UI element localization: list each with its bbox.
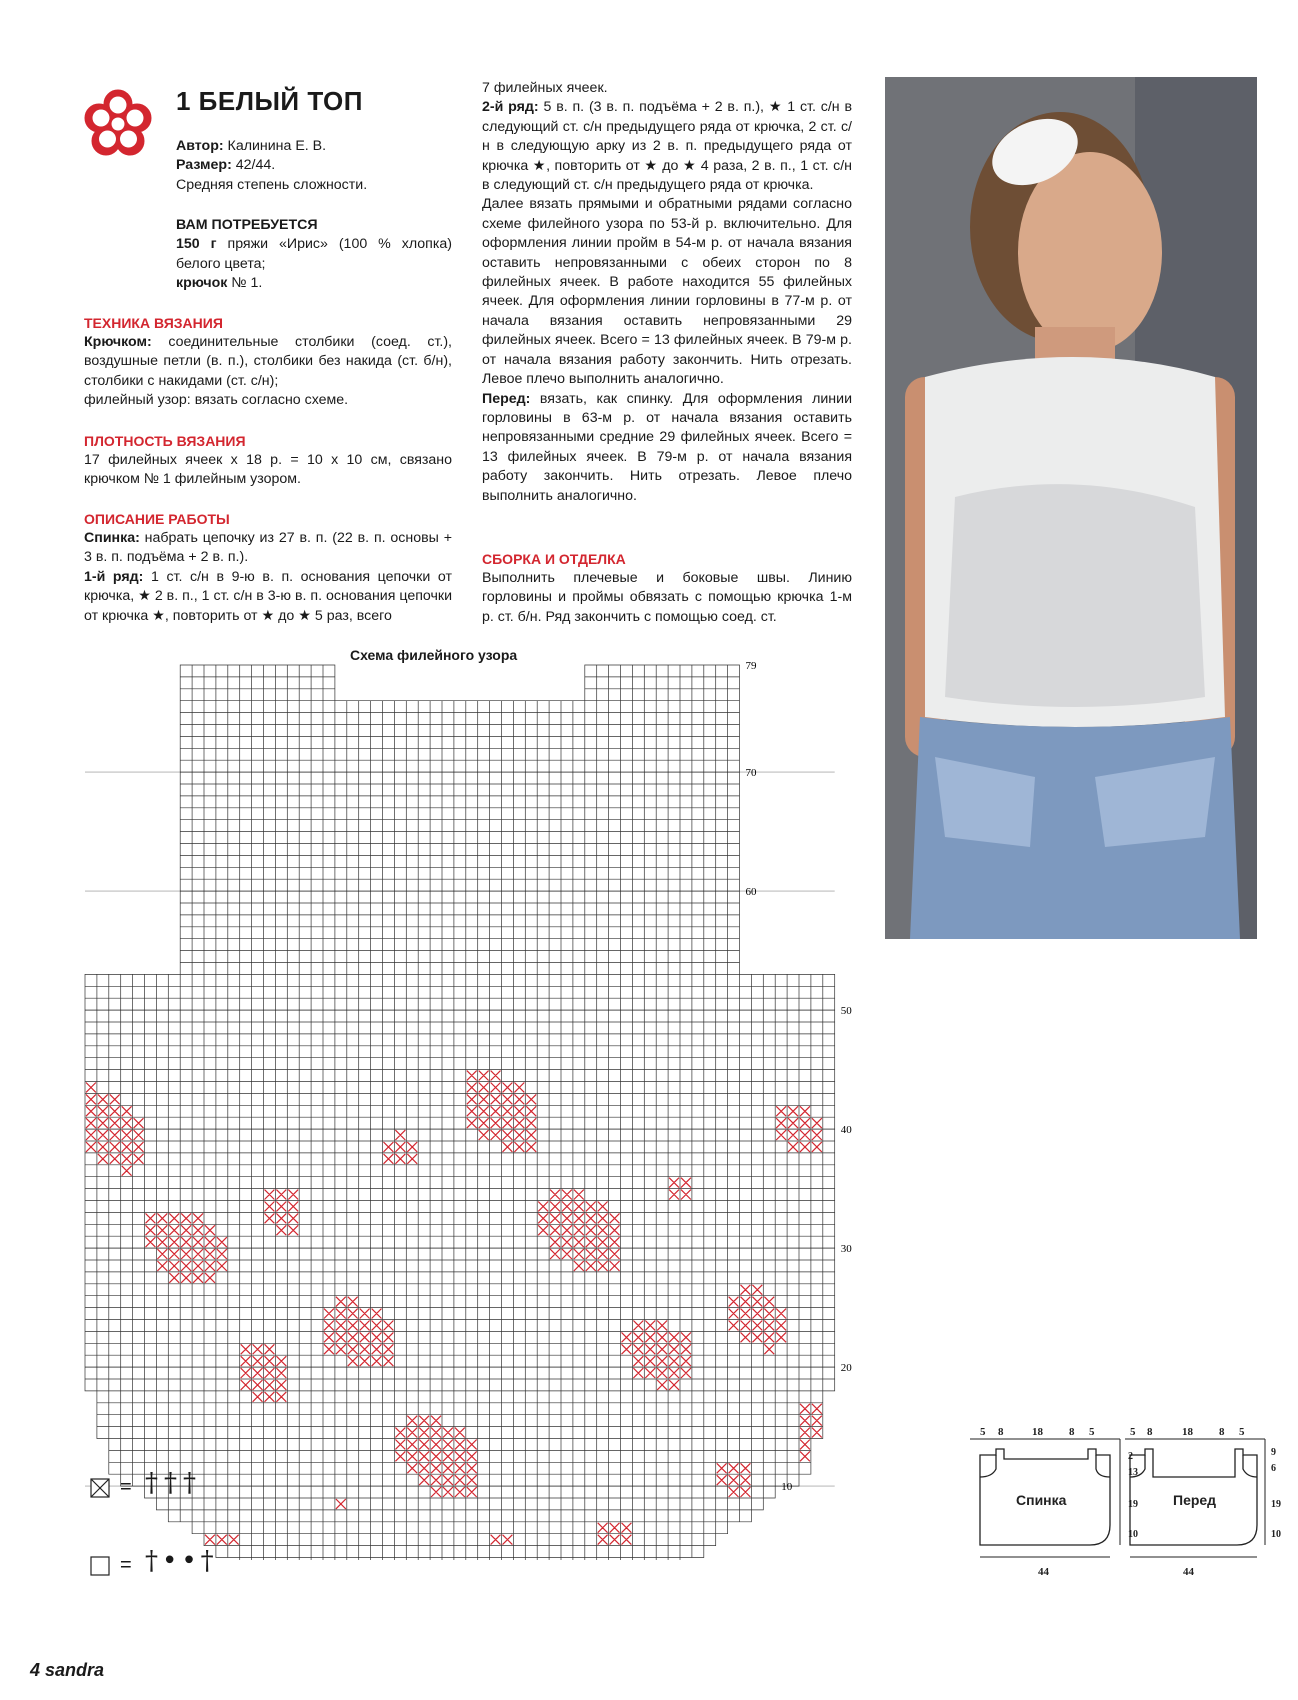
schematic-front-side-4: 10 [1271,1529,1281,1540]
page-footer: 4 sandra [30,1660,105,1680]
assembly-block: СБОРКА И ОТДЕЛКА Выполнить плечевые и боковые швы. Линию горловины и проймы обвязать с помощью крючка 1-м р. ст. б/н. Ряд закончить с помощью соед. ст. [482,551,852,625]
schematic-front-side-2: 6 [1271,1463,1276,1474]
flower-logo-icon [82,88,154,160]
schematic-front-bottom: 44 [1183,1566,1194,1578]
chart-row-label: 70 [745,767,757,780]
legend-equals-2: = [120,1554,132,1576]
schematic-back-top-4: 8 [1069,1426,1075,1438]
schematic-front [1125,1425,1285,1585]
schematic-back-side-2: 13 [1128,1467,1138,1478]
schematic-back-side-4: 10 [1128,1529,1138,1540]
chart-row-label: 79 [745,660,757,672]
chart-row-label: 60 [745,886,757,899]
schematic-back-top-1: 5 [980,1426,986,1438]
schematic-front-side-3: 19 [1271,1499,1281,1510]
schematic-back-side-3: 19 [1128,1499,1138,1510]
empty-cell-legend-icon [90,1556,110,1576]
chart-cells [85,665,835,1560]
legend-empty-symbol: †••† [145,1546,218,1576]
chart-row-label: 20 [840,1362,852,1375]
chart-row-label: 30 [840,1243,852,1256]
page-title: 1 БЕЛЫЙ ТОП [176,86,363,116]
chart-title: Схема филейного узора [350,647,518,663]
chart-row-label: 40 [840,1124,852,1137]
description-block: ОПИСАНИЕ РАБОТЫ Спинка: набрать цепочку из 27 в. п. (22 в. п. основы + 3 в. п. подъёма + 2 в. п.). 1-й ряд: 1 ст. с/н в 9-ю в. п. основания цепочки от крючка, ★ 2 в. п., 1 ст. с/н в 3-ю в. п. основания цепочки от крючка ★, повторить от ★ до ★ 5 раз, всего [84,511,452,624]
legend-filled-symbol: ††† [145,1468,202,1498]
description-continued: 7 филейных ячеек. 2-й ряд: 5 в. п. (3 в. п. подъёма + 2 в. п.), ★ 1 ст. с/н в следующий ст. с/н предыдущего ряда от крючка, 2 ст. с/н в следующую арку из 2 в. п. предыдущего ряда от крючка ★, повторить от ★ до ★ 4 раза, 2 в. п., 1 ст. с/н в следующий ст. с/н предыдущего ряда от крючка. Далее вязать прямыми и обратными рядами согласно схеме филейного узора по 53-й р. включительно. Для оформления линии пройм в 54-м р. от начала вязания оставить непровязанными с обеих сторон по 8 филейных ячеек. В работе находится 55 филейных ячеек. Для оформления линии горловины в 77-м р. от начала вязания оставить непровязанными 29 филейных ячеек. Всего = 13 филейных ячеек. В 79-м р. от начала вязания работу закончить. Нить отрезать. Левое плечо выполнить аналогично. Перед: вязать, как спинку. Для оформления линии горловины в 63-м р. от начала вязания оставить непровязанными средние 29 филейных ячеек. Всего = 13 филейных ячеек. В 79-м р. от начала вязания работу закончить. Нить отрезать. Левое плечо выполнить аналогично. [482,80,852,504]
schematic-front-top-2: 8 [1147,1426,1153,1438]
chart-row-label: 50 [840,1005,852,1018]
filled-cell-legend-icon [90,1478,110,1498]
schematic-back-top-3: 18 [1032,1426,1043,1438]
filet-chart [80,660,980,1560]
meta-block: Автор: Калинина Е. В. Размер: 42/44. Средняя степень сложности. [176,138,368,193]
schematic-front-top-3: 18 [1182,1426,1193,1438]
schematic-back-top-5: 5 [1089,1426,1095,1438]
schematic-back-label: Спинка [1016,1492,1067,1508]
chart-grid [85,660,852,1560]
schematic-back-top-2: 8 [998,1426,1004,1438]
schematic-front-side-1: 9 [1271,1447,1276,1458]
schematic-front-label: Перед [1173,1492,1217,1508]
gauge-block: ПЛОТНОСТЬ ВЯЗАНИЯ 17 филейных ячеек х 18 р. = 10 х 10 см, связано крючком № 1 филейным узором. [84,433,452,488]
schematic-front-top-1: 5 [1130,1426,1136,1438]
materials-block: ВАМ ПОТРЕБУЕТСЯ 150 г пряжи «Ирис» (100 % хлопка) белого цвета; крючок № 1. [176,217,452,292]
schematic-front-top-4: 8 [1219,1426,1225,1438]
schematic-back-side-1: 2 [1128,1451,1133,1462]
legend-equals-1: = [120,1476,132,1498]
schematic-back-bottom: 44 [1038,1566,1049,1578]
chart-row-label: 10 [781,1481,793,1494]
technique-block: ТЕХНИКА ВЯЗАНИЯ Крючком: соединительные столбики (соед. ст.), воздушные петли (в. п.), столбики без накида (ст. б/н), столбики с накидами (ст. с/н); филейный узор: вязать согласно схеме. [84,315,452,409]
schematic-front-top-5: 5 [1239,1426,1245,1438]
